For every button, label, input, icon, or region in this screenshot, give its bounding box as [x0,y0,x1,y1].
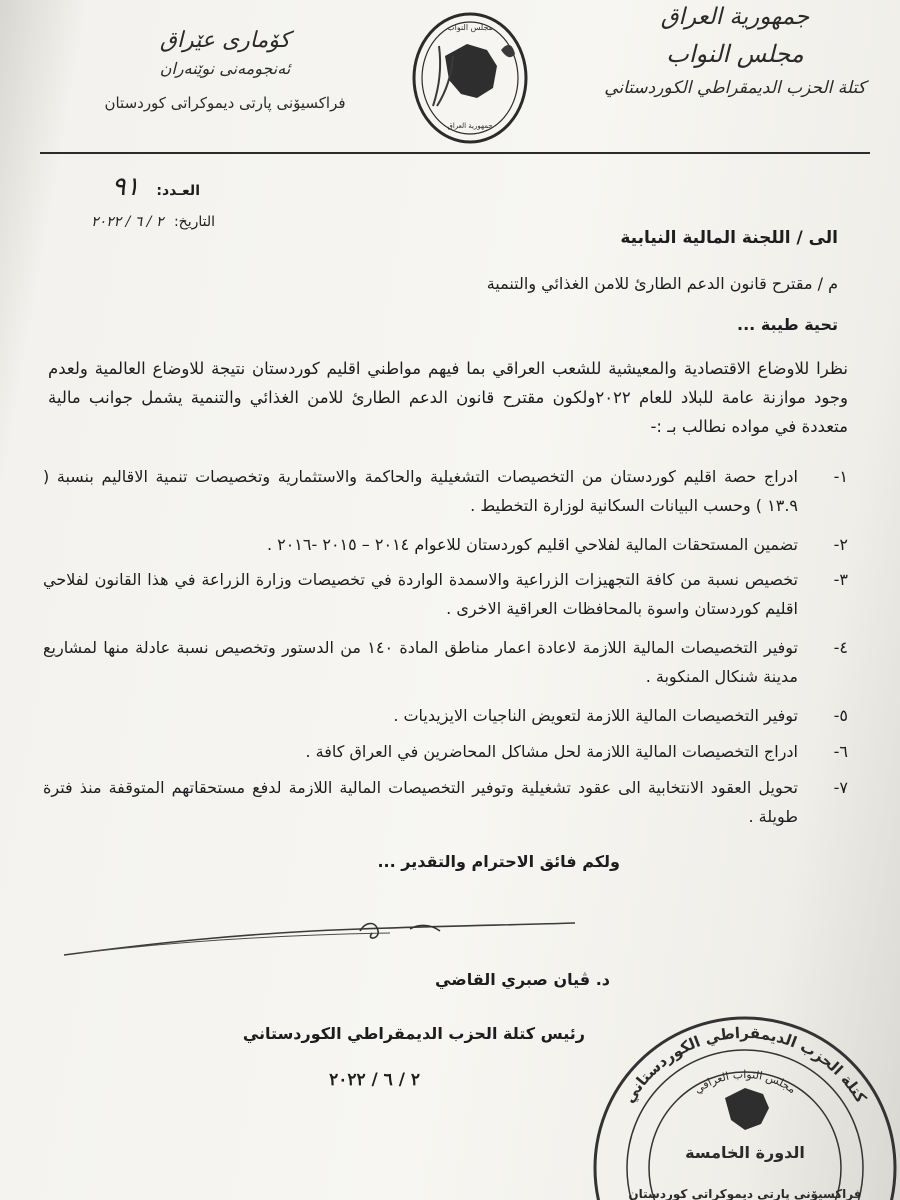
bloc-name: كتلة الحزب الديمقراطي الكوردستاني [604,78,866,98]
reference-number [112,172,200,202]
list-item [43,565,848,623]
item-text: تضمين المستحقات المالية لفلاحي اقليم كوردستان للاعوام ٢٠١٤ – ٢٠١٥ -٢٠١٦ . [266,535,798,554]
country-name: جمهورية العراق [660,4,810,30]
signer-title: رئيس كتلة الحزب الديمقراطي الكوردستاني [242,1024,585,1043]
country-name-kurdish: كۆماری عێراق [159,28,291,53]
handwritten-signature [60,915,580,965]
stamp-outer-text: كتلة الحزب الديمقراطي الكوردستاني [619,1024,871,1107]
list-item [43,633,848,691]
item-text: تحويل العقود الانتخابية الى عقود تشغيلية وتوفير التخصيصات المالية اللازمة لدفع مستحقاتهم المتوقفة منذ فترة طويلة . [43,778,798,826]
stamp-term-text: الدورة الخامسة [685,1143,805,1162]
item-text: ادراج حصة اقليم كوردستان من التخصيصات التشغيلية والحاكمة والاستثمارية وتخصيصات تنمية الاقاليم بنسبة ( ١٣.٩ ) وحسب البيانات السكانية لوزارة التخطيط . [43,467,798,515]
item-number: ٥- [833,706,848,725]
date-value: ٢ / ٦ / ٢٠٢٢ [91,214,164,230]
reference-date [91,214,215,230]
number-value: ٩١ [111,172,140,202]
item-text: توفير التخصيصات المالية اللازمة لاعادة اعمار مناطق المادة ١٤٠ من الدستور وتخصيص نسبة عادلة منها لمشاريع مدينة شنكال المنكوبة . [43,638,799,686]
stamp-bottom-text: فراكسيۆنى پارتى ديموكراتى كوردستان [628,1187,862,1200]
emblem-text-bottom: جمهورية العراق [447,122,493,130]
letterhead-arabic [600,4,870,98]
letterhead-kurdish [90,28,360,112]
list-item [43,773,848,831]
item-text: ادراج التخصيصات المالية اللازمة لحل مشاكل المحاضرين في العراق كافة . [305,742,798,761]
item-text: توفير التخصيصات المالية اللازمة لتعويض الناجيات الايزيديات . [393,706,798,725]
greeting: تحية طيبة ... [737,315,838,334]
council-name-kurdish: ئەنجومەنی نوێنەران [159,59,291,78]
signature-date: ٢ / ٦ / ٢٠٢٢ [329,1070,420,1090]
closing-line: ولكم فائق الاحترام والتقدير ... [377,852,620,871]
item-number: ٤- [833,638,848,657]
number-label: العـدد: [156,183,200,199]
item-number: ١- [833,467,848,486]
list-item [43,530,848,559]
item-number: ٢- [833,535,848,554]
official-stamp [585,968,900,1200]
signer-name: د. ڤيان صبري القاضي [435,970,610,989]
header-divider [40,152,870,154]
bloc-name-kurdish: فراكسيۆنى پارتى ديموكراتى كوردستان [104,94,346,112]
list-item [43,462,848,520]
list-item [43,737,848,766]
parliament-emblem [405,6,535,146]
subject-line: م / مقترح قانون الدعم الطارئ للامن الغذائي والتنمية [486,274,838,293]
emblem-text-top: مجلس النواب [447,23,493,32]
stamp-inner-text: مجلس النواب العراقي [691,1067,799,1097]
list-item [43,701,848,730]
item-text: تخصيص نسبة من كافة التجهيزات الزراعية والاسمدة الواردة في تخصيصات وزارة الزراعة في هذا القانون لفلاحي اقليم كوردستان واسوة بالمحافظات العراقية الاخرى . [43,570,798,618]
item-number: ٦- [833,742,848,761]
date-label: التاريخ: [173,214,215,230]
item-number: ٣- [833,570,848,589]
council-name: مجلس النواب [666,40,804,68]
addressee: الى / اللجنة المالية النيابية [620,228,838,248]
item-number: ٧- [833,778,848,797]
intro-paragraph: نظرا للاوضاع الاقتصادية والمعيشية للشعب العراقي بما فيهم مواطني اقليم كوردستان نتيجة للاوضاع العالمية ولعدم وجود موازنة عامة للبلاد للعام ٢٠٢٢ولكون مقترح قانون الدعم الطارئ للامن الغذائي والتنمية يشمل جوانب مالية متعددة في مواده نطالب بـ :- [48,359,849,436]
